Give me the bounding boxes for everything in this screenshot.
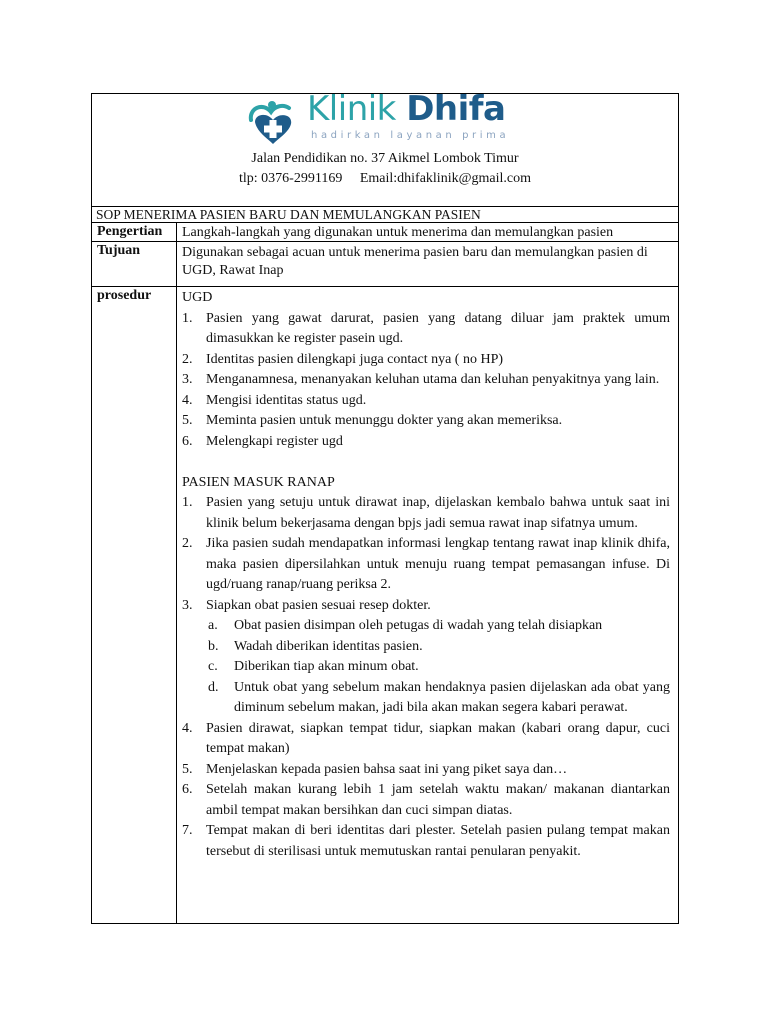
list-item: 1. Pasien yang setuju untuk dirawat inap, dijelaskan kembalo bahwa untuk saat ini klinik belum bekerjasama dengan bpjs jadi semua rawat inap sifatnya umum. <box>182 495 670 531</box>
prosedur-label: prosedur <box>92 287 177 923</box>
ugd-heading: UGD <box>182 290 213 305</box>
tujuan-row <box>92 242 678 287</box>
clinic-contact: tlp: 0376-2991169 Email:dhifaklinik@gmail.com <box>239 171 531 186</box>
list-item: 5. Menjelaskan kepada pasien bahsa saat ini yang piket saya dan… <box>182 761 568 777</box>
pengertian-value: Langkah-langkah yang digunakan untuk menerima dan memulangkan pasien <box>182 225 614 240</box>
list-item: 5. Meminta pasien untuk menunggu dokter yang akan memeriksa. <box>182 413 563 428</box>
heart-medical-cross-icon <box>245 100 301 146</box>
pengertian-label: Pengertian <box>92 223 177 241</box>
tujuan-label: Tujuan <box>92 242 177 286</box>
list-item: 1. Pasien yang gawat darurat, pasien yang datang diluar jam praktek umum dimasukkan ke register pasein ugd. <box>182 310 670 346</box>
prosedur-row <box>92 287 678 923</box>
tujuan-value: Digunakan sebagai acuan untuk menerima pasien baru dan memulangkan pasien di UGD, Rawat Inap <box>182 245 648 278</box>
list-item: 2. Jika pasien sudah mendapatkan informasi lengkap tentang rawat inap klinik dhifa, maka pasien dipersilahkan untuk menuju ruang tempat pemasangan infuse. Di ugd/ruang ranap/ruang periksa 2. <box>182 536 670 592</box>
sop-title: SOP MENERIMA PASIEN BARU DAN MEMULANGKAN PASIEN <box>92 206 678 223</box>
clinic-logo <box>245 89 515 148</box>
list-item: 3. Siapkan obat pasien sesuai resep dokter. <box>182 597 431 613</box>
list-item: 3. Menganamnesa, menanyakan keluhan utama dan keluhan penyakitnya yang lain. <box>182 372 660 387</box>
sub-list-item: d. Untuk obat yang sebelum makan hendaknya pasien dijelaskan ada obat yang diminum sebelum makan, jadi bila akan makan segera kabari perawat. <box>208 679 670 715</box>
list-item: 4. Mengisi identitas status ugd. <box>182 392 367 408</box>
ranap-heading: PASIEN MASUK RANAP <box>182 474 335 490</box>
list-item: 6. Melengkapi register ugd <box>182 433 343 449</box>
sub-list-item: b. Wadah diberikan identitas pasien. <box>208 638 423 654</box>
prosedur-content <box>182 288 670 862</box>
list-item: 2. Identitas pasien dilengkapi juga contact nya ( no HP) <box>182 351 504 367</box>
sop-document <box>91 89 679 924</box>
list-item: 7. Tempat makan di beri identitas dari plester. Setelah pasien pulang tempat makan tersebut di sterilisasi untuk memutuskan rantai penularan penyakit. <box>182 823 670 859</box>
sub-list-item: c. Diberikan tiap akan minum obat. <box>208 659 419 674</box>
list-item: 6. Setelah makan kurang lebih 1 jam setelah waktu makan/ makanan diantarkan ambil tempat makan bersihkan dan cuci simpan diatas. <box>182 782 670 818</box>
clinic-name: Klinik Dhifa <box>307 89 506 129</box>
letterhead <box>92 89 678 207</box>
clinic-tagline: hadirkan layanan prima <box>311 130 510 141</box>
sub-list-item: a. Obat pasien disimpan oleh petugas di wadah yang telah disiapkan <box>208 618 603 633</box>
pengertian-row <box>92 223 678 242</box>
list-item: 4. Pasien dirawat, siapkan tempat tidur, siapkan makan (kabari orang dapur, cuci tempat makan) <box>182 720 670 756</box>
clinic-address: Jalan Pendidikan no. 37 Aikmel Lombok Timur <box>251 151 519 166</box>
